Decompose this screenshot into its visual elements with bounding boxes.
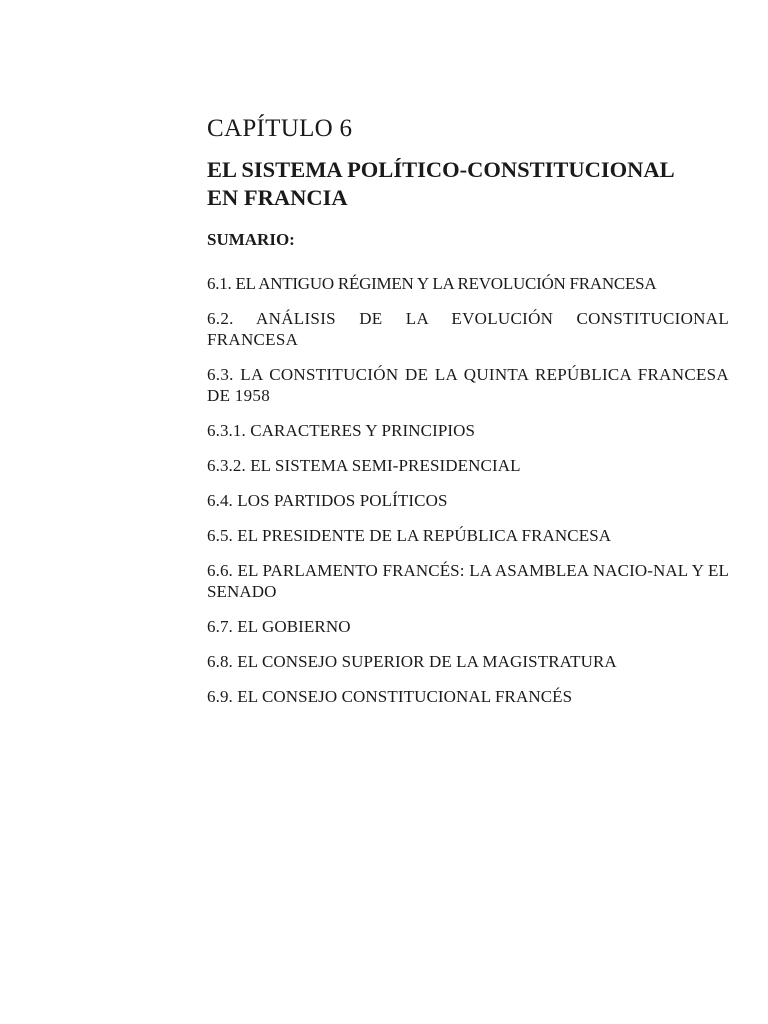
summary-item-6-7: 6.7. EL GOBIERNO	[207, 617, 351, 636]
summary-item-6-3-1: 6.3.1. CARACTERES Y PRINCIPIOS	[207, 421, 476, 440]
summary-item-6-3-2: 6.3.2. EL SISTEMA SEMI-PRESIDENCIAL	[207, 456, 521, 475]
summary-item-6-8: 6.8. EL CONSEJO SUPERIOR DE LA MAGISTRATURA	[207, 652, 617, 671]
summary-item-6-1: 6.1. EL ANTIGUO RÉGIMEN Y LA REVOLUCIÓN FRANCESA	[207, 274, 657, 293]
summary-item-6-9: 6.9. EL CONSEJO CONSTITUCIONAL FRANCÉS	[207, 687, 573, 706]
chapter-label: CAPÍTULO 6	[207, 115, 353, 142]
summary-item-6-3: 6.3. LA CONSTITUCIÓN DE LA QUINTA REPÚBLICA FRANCESA DE 1958	[207, 365, 729, 405]
summary-item-6-2: 6.2. ANÁLISIS DE LA EVOLUCIÓN CONSTITUCIONAL FRANCESA	[207, 309, 729, 349]
document-page	[207, 114, 729, 721]
summary-item-6-4: 6.4. LOS PARTIDOS POLÍTICOS	[207, 491, 448, 510]
chapter-title-line-1: EL SISTEMA POLÍTICO-CONSTITUCIONAL	[207, 157, 675, 182]
chapter-title-line-2: EN FRANCIA	[207, 185, 348, 210]
summary-item-6-5: 6.5. EL PRESIDENTE DE LA REPÚBLICA FRANCESA	[207, 526, 612, 545]
summary-item-6-6: 6.6. EL PARLAMENTO FRANCÉS: LA ASAMBLEA NACIO-NAL Y EL SENADO	[207, 561, 729, 601]
summary-heading: SUMARIO:	[207, 230, 295, 249]
chapter-title	[207, 156, 729, 212]
summary-list	[207, 273, 729, 707]
